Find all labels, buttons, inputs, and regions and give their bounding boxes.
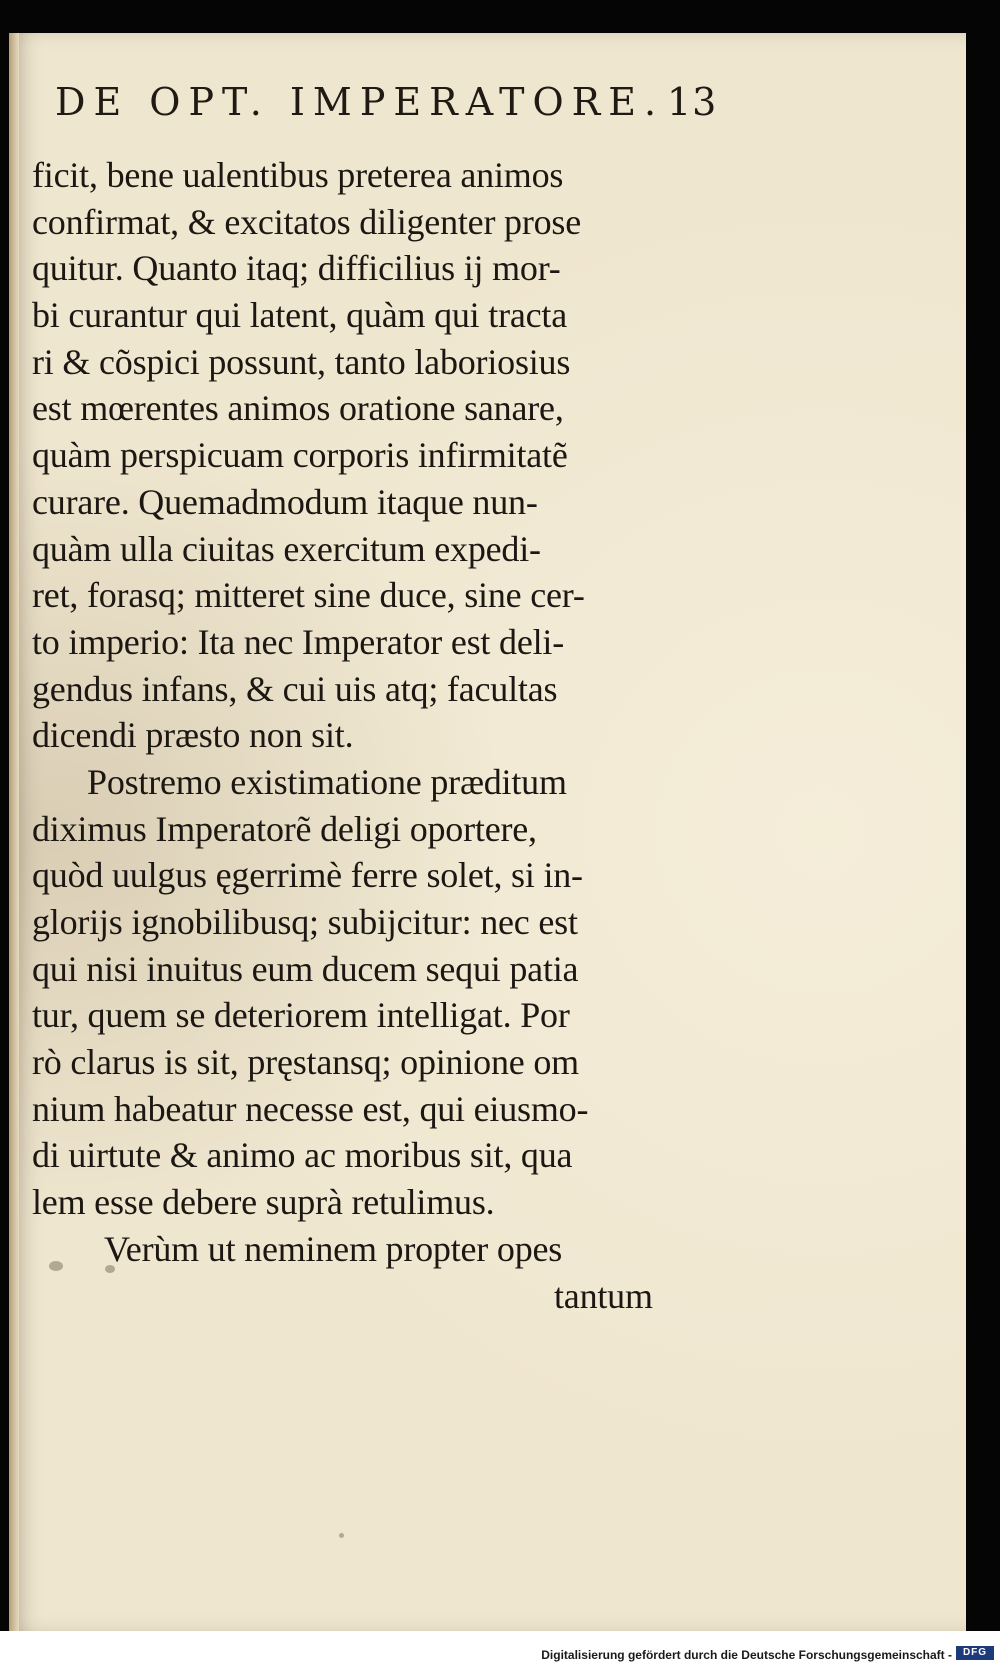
- text-line: diximus Imperatorẽ deligi oportere,: [32, 808, 537, 849]
- text-line: ri & cõspici possunt, tanto laboriosius: [32, 341, 571, 382]
- text-line: qui nisi inuitus eum ducem sequi patia: [32, 948, 579, 989]
- page-gutter-edge: [9, 33, 19, 1631]
- running-head: [55, 80, 718, 130]
- text-line: nium habeatur necesse est, qui eiusmo-: [32, 1088, 589, 1129]
- running-head-title: DE OPT. IMPERATORE.: [55, 80, 665, 124]
- text-line: dicendi præsto non sit.: [32, 715, 354, 756]
- text-line: confirmat, & excitatos diligenter prose: [32, 201, 582, 242]
- catchword: tantum: [554, 1275, 653, 1316]
- body-text: [32, 152, 672, 1319]
- text-line: ret, forasq; mitteret sine duce, sine cer-: [32, 575, 585, 616]
- text-line: di uirtute & animo ac moribus sit, qua: [32, 1135, 573, 1176]
- text-line: tur, quem se deteriorem intelligat. Por: [32, 995, 570, 1036]
- text-line: est mœrentes animos oratione sanare,: [32, 388, 564, 429]
- text-line: lem esse debere suprà retulimus.: [32, 1182, 495, 1223]
- page-number: 13: [667, 80, 718, 124]
- text-line: to imperio: Ita nec Imperator est deli-: [32, 621, 564, 662]
- text-line-paragraph-start: Verùm ut neminem propter opes: [104, 1228, 563, 1269]
- text-line: quàm ulla ciuitas exercitum expedi-: [32, 528, 541, 569]
- text-line: gendus infans, & cui uis atq; facultas: [32, 668, 558, 709]
- text-line: quòd uulgus ęgerrimè ferre solet, si in-: [32, 855, 583, 896]
- text-line: curare. Quemadmodum itaque nun-: [32, 481, 538, 522]
- digitization-credit: Digitalisierung gefördert durch die Deutsche Forschungsgemeinschaft -: [541, 1648, 952, 1662]
- dfg-logo: DFG: [956, 1646, 994, 1660]
- paper-stain: [339, 1533, 344, 1538]
- text-line: rò clarus is sit, pręstansq; opinione om: [32, 1042, 579, 1083]
- text-line-paragraph-start: Postremo existimatione præditum: [87, 761, 567, 802]
- text-line: glorijs ignobilibusq; subijcitur: nec est: [32, 902, 578, 942]
- text-line: quàm perspicuam corporis infirmitatẽ: [32, 435, 568, 476]
- text-line: quitur. Quanto itaq; difficilius ij mor-: [32, 248, 561, 289]
- text-line: ficit, bene ualentibus preterea animos: [32, 155, 564, 195]
- text-line: bi curantur qui latent, quàm qui tracta: [32, 295, 568, 336]
